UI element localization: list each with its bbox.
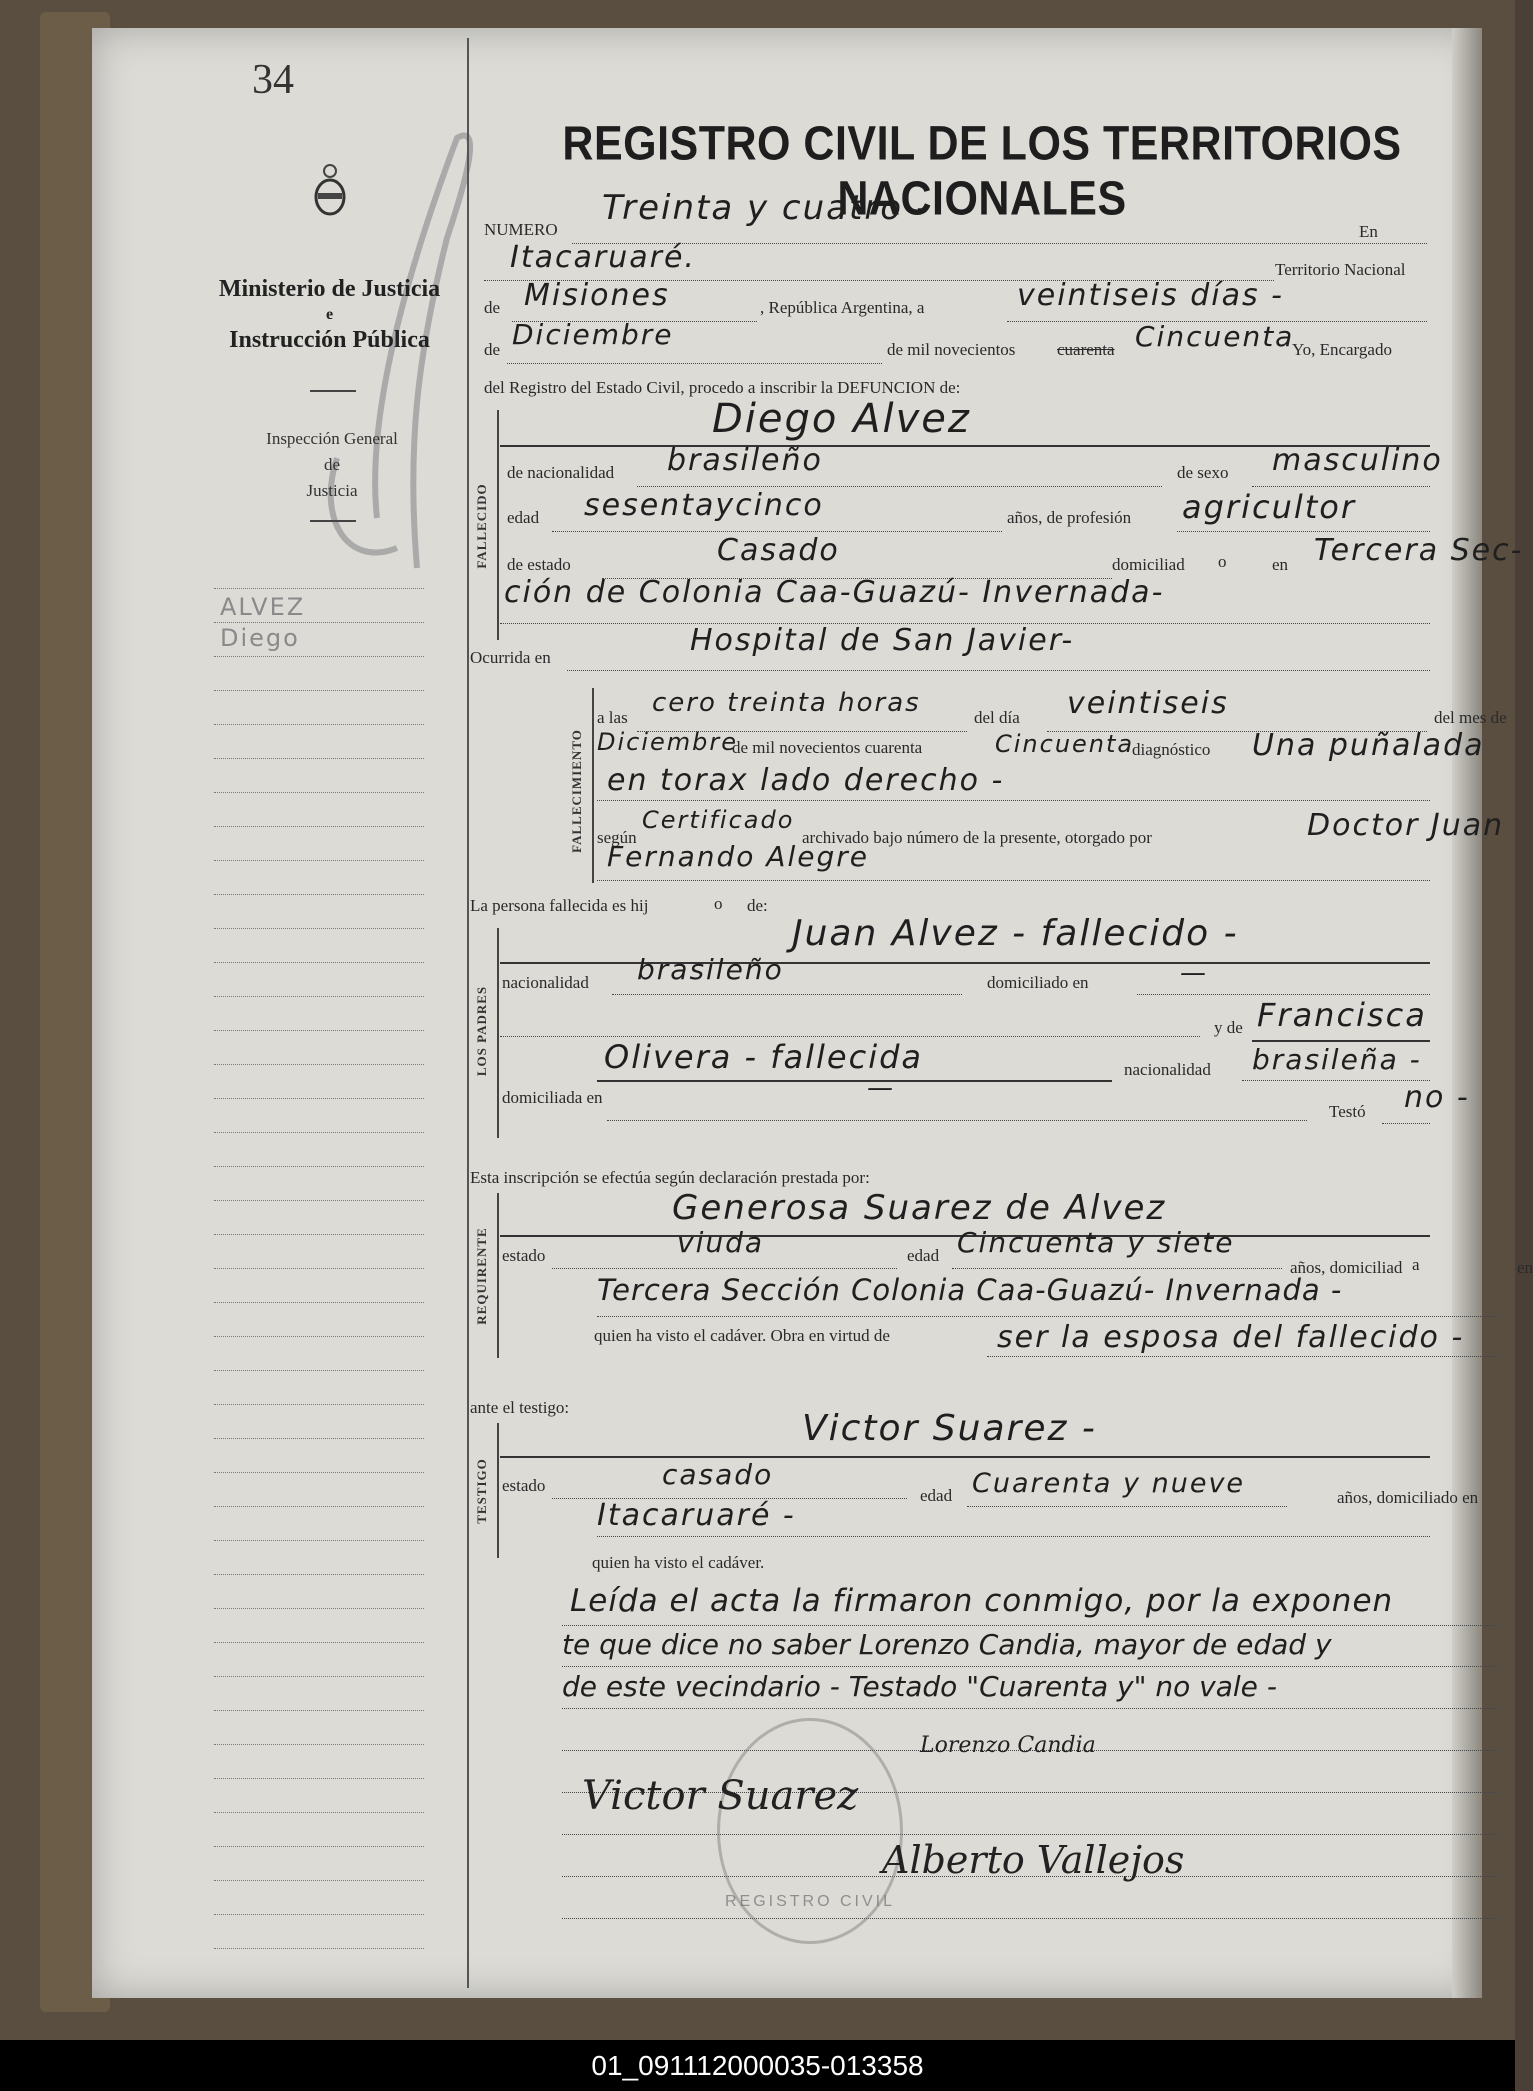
testigo-bracket: [497, 1423, 499, 1558]
profesion-line: [1177, 531, 1430, 532]
domiciliado-suffix: o: [1218, 552, 1227, 571]
profesion-label: años, de profesión: [1007, 508, 1132, 527]
testo-label: Testó: [1329, 1102, 1366, 1121]
place-value: Itacaruaré.: [510, 240, 696, 275]
requirente-edad-label: edad: [907, 1246, 940, 1265]
margin-rule-line: [214, 1064, 424, 1065]
closing-rule-8: [562, 1918, 1497, 1919]
margin-rule-line: [214, 1132, 424, 1133]
numero-label: NUMERO: [484, 220, 558, 239]
dia-value: veintiseis: [1067, 686, 1229, 721]
left-margin-column: [92, 28, 467, 1998]
month-line: [507, 363, 882, 364]
signature-encargado: Alberto Vallejos: [882, 1838, 1185, 1882]
padre-domicilio-line-2: [500, 1036, 1200, 1037]
ocurrida-label: Ocurrida en: [470, 648, 551, 667]
margin-rule-line: [214, 588, 424, 589]
margin-rule-line: [214, 656, 424, 657]
padre-nacionalidad-label: nacionalidad: [502, 973, 589, 992]
madre-name-1: Francisca: [1257, 996, 1427, 1034]
requirente-domicilio-line: [597, 1316, 1497, 1317]
republica-label: , República Argentina, a: [760, 298, 925, 317]
closing-rule-6: [562, 1834, 1497, 1835]
margin-rule-line: [214, 1676, 424, 1677]
fallecido-bracket: [497, 410, 499, 640]
territorio-label: Territorio Nacional: [1275, 260, 1406, 279]
margin-note-given: Diego: [220, 624, 300, 652]
margin-rule-line: [214, 1812, 424, 1813]
numero-value: Treinta y cuatro -: [602, 188, 931, 228]
archivado-label: archivado bajo número de la presente, otorgado por: [802, 828, 1152, 847]
margin-rule-line: [214, 622, 424, 623]
de-label: de: [484, 298, 501, 317]
nacionalidad-label: de nacionalidad: [507, 463, 615, 482]
registro-line: del Registro del Estado Civil, procedo a inscribir la DEFUNCION de:: [484, 378, 961, 397]
madre-domicilio-value: —: [867, 1073, 895, 1103]
padre-domicilio-line: [1137, 994, 1430, 995]
margin-rule-line: [214, 1404, 424, 1405]
requirente-estado-label: estado: [502, 1246, 546, 1265]
margin-rule-line: [214, 1540, 424, 1541]
requirente-virtud: ser la esposa del fallecido -: [997, 1320, 1465, 1355]
en-label: En: [1359, 222, 1378, 241]
padres-intro-suffix: o: [714, 894, 723, 913]
margin-rule-line: [214, 1778, 424, 1779]
mes-label: del mes de: [1434, 708, 1507, 727]
column-divider: [467, 38, 469, 1988]
signature-lorenzo: Lorenzo Candia: [920, 1733, 1096, 1758]
fallecido-side-label: FALLECIDO: [474, 483, 489, 569]
closing-rule-3: [562, 1708, 1497, 1709]
margin-rule-line: [214, 928, 424, 929]
closing-line-1: Leída el acta la firmaron conmigo, por la exponen: [570, 1583, 1394, 1619]
padre-domicilio-label: domiciliado en: [987, 973, 1089, 992]
testigo-name: Victor Suarez -: [802, 1408, 1097, 1449]
margin-rule-line: [214, 1880, 424, 1881]
margin-rule-line: [214, 1608, 424, 1609]
edad-value: sesentaycinco: [584, 488, 824, 523]
edad-line: [552, 531, 1002, 532]
closing-line-2: te que dice no saber Lorenzo Candia, mayor de edad y: [562, 1628, 1332, 1661]
closing-rule-1: [562, 1625, 1497, 1626]
struck-word: cuarenta: [1057, 340, 1115, 359]
domiciliado-label: domiciliad: [1112, 555, 1185, 574]
register-title: REGISTRO CIVIL DE LOS TERRITORIOS NACIONALES: [562, 117, 1402, 226]
testigo-side-label: TESTIGO: [474, 1458, 489, 1524]
year-label: de mil novecientos: [887, 340, 1016, 359]
padres-intro: La persona fallecida es hij: [470, 896, 649, 915]
sexo-value: masculino: [1272, 443, 1443, 478]
requirente-intro: Esta inscripción se efectúa según declaración prestada por:: [470, 1168, 870, 1187]
closing-line-3: de este vecindario - Testado "Cuarenta y" no vale -: [562, 1670, 1277, 1703]
testigo-anios-label: años, domiciliado en: [1337, 1488, 1479, 1507]
testigo-intro: ante el testigo:: [470, 1398, 570, 1417]
mes-value: Diciembre: [597, 728, 739, 756]
doctor-value-1: Doctor Juan: [1307, 808, 1505, 843]
margin-rule-line: [214, 1268, 424, 1269]
ministry-rule: [310, 390, 356, 392]
testigo-domicilio: Itacaruaré -: [597, 1498, 796, 1533]
padre-nacionalidad-line: [612, 994, 962, 995]
diagnostico-value-2: en torax lado derecho -: [607, 763, 1005, 798]
territory-value: Misiones: [524, 278, 670, 313]
requirente-edad-line: [952, 1268, 1282, 1269]
diagnostico-value-1: Una puñalada: [1252, 728, 1485, 763]
testigo-edad-label: edad: [920, 1486, 953, 1505]
doctor-line: [597, 880, 1430, 881]
padre-name: Juan Alvez - fallecido -: [792, 913, 1239, 954]
margin-note-surname: ALVEZ: [220, 593, 306, 621]
yo-label: Yo, Encargado: [1292, 340, 1392, 359]
requirente-name: Generosa Suarez de Alvez: [672, 1188, 1167, 1228]
madre-domicilio-line: [607, 1120, 1307, 1121]
margin-rule-line: [214, 1234, 424, 1235]
domicilio-value-2: ción de Colonia Caa-Guazú- Invernada-: [504, 575, 1165, 610]
segun-label: según: [597, 828, 637, 847]
signature-victor: Victor Suarez: [582, 1773, 859, 1819]
profesion-value: agricultor: [1182, 488, 1357, 526]
anio-label: de mil novecientos cuarenta: [732, 738, 923, 757]
inspection-heading: Inspección General de Justicia: [266, 429, 398, 500]
official-stamp: REGISTRO CIVIL: [717, 1718, 903, 1944]
requirente-anios-label: años, domiciliad: [1290, 1258, 1403, 1277]
margin-rule-line: [214, 860, 424, 861]
testo-line: [1382, 1123, 1430, 1124]
doctor-value-2: Fernando Alegre: [607, 840, 869, 873]
estado-value: Casado: [717, 533, 840, 568]
ministry-heading: Ministerio de Justicia e Instrucción Pública: [218, 276, 441, 353]
margin-rule-line: [214, 1744, 424, 1745]
dia-label: del día: [974, 708, 1020, 727]
month-value: Diciembre: [512, 318, 674, 351]
testigo-estado-value: casado: [662, 1458, 774, 1491]
requirente-side-label: REQUIRENTE: [474, 1227, 489, 1325]
madre-name-line: [1252, 1040, 1430, 1042]
page-number: 34: [252, 57, 294, 103]
nacionalidad-line: [637, 486, 1162, 487]
anio-value: Cincuenta: [995, 730, 1135, 758]
madre-nacionalidad-label: nacionalidad: [1124, 1060, 1211, 1079]
closing-rule-2: [562, 1666, 1497, 1667]
madre-domicilio-label: domiciliada en: [502, 1088, 603, 1107]
page-edge: [1452, 28, 1482, 1998]
hora-value: cero treinta horas: [652, 688, 921, 718]
testigo-edad-line: [967, 1506, 1287, 1507]
nacionalidad-value: brasileño: [667, 443, 823, 478]
margin-rule-line: [214, 826, 424, 827]
margin-rule-line: [214, 894, 424, 895]
day-value: veintiseis días -: [1017, 278, 1284, 313]
requirente-bracket: [497, 1193, 499, 1358]
estado-label: de estado: [507, 555, 571, 574]
madre-name-2: Olivera - fallecida: [604, 1038, 923, 1076]
deceased-name: Diego Alvez: [712, 396, 971, 442]
testigo-domicilio-line: [597, 1536, 1430, 1537]
padre-nacionalidad-value: brasileño: [637, 953, 784, 986]
numero-line: [572, 243, 1427, 244]
margin-rule-line: [214, 1438, 424, 1439]
requirente-domicilio: Tercera Sección Colonia Caa-Guazú- Invernada -: [597, 1273, 1343, 1307]
edad-label: edad: [507, 508, 540, 527]
domicilio-value-1: Tercera Sec-: [1314, 533, 1524, 568]
register-page: [92, 28, 1533, 1998]
margin-rule-line: [214, 962, 424, 963]
madre-name-line-2: [597, 1080, 1112, 1082]
margin-rule-line: [214, 996, 424, 997]
margin-rule-line: [214, 1710, 424, 1711]
domicilio-en-label: en: [1272, 555, 1289, 574]
padres-intro-de: de:: [747, 896, 768, 915]
segun-value: Certificado: [642, 806, 795, 834]
year-suffix: Cincuenta: [1135, 320, 1295, 353]
margin-rule-line: [214, 1098, 424, 1099]
fallecimiento-bracket: [592, 688, 594, 883]
testigo-edad-value: Cuarenta y nueve: [972, 1468, 1246, 1499]
diagnostico-label: diagnóstico: [1132, 740, 1211, 759]
margin-rule-line: [214, 724, 424, 725]
sexo-label: de sexo: [1177, 463, 1229, 482]
testo-value: no -: [1404, 1080, 1470, 1115]
requirente-anios-suffix: a: [1412, 1255, 1420, 1274]
fallecimiento-side-label: FALLECIMIENTO: [569, 729, 584, 853]
ocurrida-line: [567, 670, 1430, 671]
requirente-en-label: en: [1517, 1258, 1533, 1277]
requirente-estado-value: viuda: [677, 1226, 765, 1259]
hora-label: a las: [597, 708, 628, 727]
margin-rule-line: [214, 1166, 424, 1167]
margin-rule-line: [214, 1642, 424, 1643]
madre-nacionalidad-value: brasileña -: [1252, 1043, 1422, 1076]
inspection-rule: [310, 520, 356, 522]
scan-identifier: 01_091112000035-013358: [0, 2040, 1515, 2091]
margin-rule-line: [214, 1948, 424, 1949]
testigo-cadaver-label: quien ha visto el cadáver.: [592, 1553, 765, 1572]
margin-rule-line: [214, 1914, 424, 1915]
margin-rule-line: [214, 1506, 424, 1507]
madre-nacionalidad-line: [1242, 1080, 1430, 1081]
margin-rule-line: [214, 690, 424, 691]
margin-rule-line: [214, 758, 424, 759]
sexo-line: [1252, 486, 1430, 487]
testigo-estado-label: estado: [502, 1476, 546, 1495]
margin-rule-line: [214, 1472, 424, 1473]
requirente-cadaver-label: quien ha visto el cadáver. Obra en virtud de: [594, 1326, 890, 1345]
diagnostico-line: [597, 800, 1430, 801]
margin-rule-line: [214, 1336, 424, 1337]
margin-rule-line: [214, 1200, 424, 1201]
requirente-estado-line: [552, 1268, 897, 1269]
requirente-edad-value: Cincuenta y siete: [957, 1226, 1235, 1259]
testigo-name-line: [500, 1456, 1430, 1458]
margin-rule-line: [214, 1302, 424, 1303]
margin-rule-line: [214, 792, 424, 793]
margin-rule-line: [214, 1846, 424, 1847]
margin-rule-line: [214, 1574, 424, 1575]
de-label-2: de: [484, 340, 501, 359]
padre-domicilio-value: —: [1180, 958, 1208, 988]
madre-y-de-label: y de: [1214, 1018, 1243, 1037]
padres-side-label: LOS PADRES: [474, 985, 489, 1077]
padres-bracket: [497, 928, 499, 1138]
margin-rule-line: [214, 1030, 424, 1031]
ocurrida-value: Hospital de San Javier-: [690, 623, 1075, 658]
requirente-virtud-line: [987, 1356, 1497, 1357]
margin-rule-line: [214, 1370, 424, 1371]
